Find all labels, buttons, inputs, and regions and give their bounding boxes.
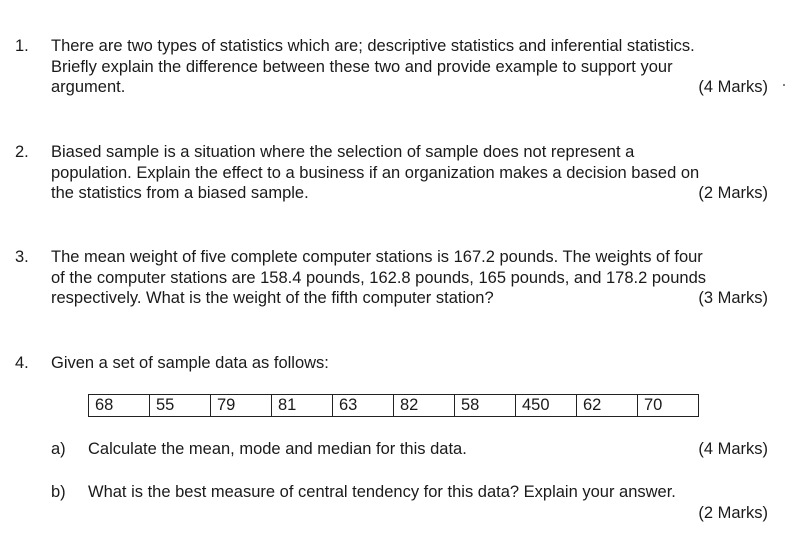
data-cell: 62 bbox=[577, 395, 638, 417]
question-2-number: 2. bbox=[15, 143, 29, 161]
question-2-line-2: population. Explain the effect to a business if an organization makes a decision based on bbox=[51, 163, 700, 182]
question-3-number: 3. bbox=[15, 248, 29, 266]
sub-question-a-text-row bbox=[88, 439, 768, 460]
data-cell: 70 bbox=[638, 395, 699, 417]
question-1-line-3: argument. bbox=[51, 78, 126, 96]
question-2-text bbox=[51, 142, 768, 204]
data-cell: 82 bbox=[394, 395, 455, 417]
question-2-line-3: the statistics from a biased sample. bbox=[51, 184, 309, 202]
question-3-line-2: of the computer stations are 158.4 pounds, 162.8 pounds, 165 pounds, and 178.2 pounds bbox=[51, 268, 706, 287]
question-1-number: 1. bbox=[15, 37, 29, 55]
sub-question-b-marks-row bbox=[88, 503, 768, 524]
question-1-line-1: There are two types of statistics which are; descriptive statistics and inferential statistics. bbox=[51, 37, 695, 55]
data-cell: 63 bbox=[333, 395, 394, 417]
question-3-line-1: The mean weight of five complete computer stations is 167.2 pounds. The weights of four bbox=[51, 248, 703, 266]
question-3-last-line bbox=[51, 288, 768, 309]
question-2-marks: (2 Marks) bbox=[698, 184, 768, 202]
question-1-last-line bbox=[51, 77, 768, 98]
sub-question-a-letter: a) bbox=[51, 440, 66, 458]
question-3-line-3: respectively. What is the weight of the fifth computer station? bbox=[51, 289, 494, 307]
data-cell: 79 bbox=[211, 395, 272, 417]
sub-question-a-text: Calculate the mean, mode and median for this data. bbox=[88, 440, 467, 458]
question-1-line-2: Briefly explain the difference between these two and provide example to support your bbox=[51, 57, 673, 76]
sub-question-a-line bbox=[88, 439, 768, 460]
question-4-text: Given a set of sample data as follows: bbox=[51, 354, 329, 372]
stray-dot bbox=[783, 84, 785, 86]
sub-question-b-body bbox=[88, 482, 768, 523]
question-3-marks: (3 Marks) bbox=[698, 289, 768, 307]
sample-data-row bbox=[89, 395, 699, 417]
question-1-marks: (4 Marks) bbox=[698, 78, 768, 96]
sub-question-a-marks: (4 Marks) bbox=[698, 440, 768, 458]
sub-question-b-marks: (2 Marks) bbox=[698, 503, 768, 522]
question-3-text bbox=[51, 247, 768, 309]
sub-question-b-letter: b) bbox=[51, 483, 66, 501]
question-1-text bbox=[51, 36, 768, 98]
question-2-line-1: Biased sample is a situation where the selection of sample does not represent a bbox=[51, 143, 635, 161]
data-cell: 58 bbox=[455, 395, 516, 417]
question-4-number: 4. bbox=[15, 354, 29, 372]
data-cell: 450 bbox=[516, 395, 577, 417]
sample-data-table bbox=[88, 394, 699, 417]
data-cell: 68 bbox=[89, 395, 150, 417]
data-cell: 55 bbox=[150, 395, 211, 417]
sub-question-b-text: What is the best measure of central tendency for this data? Explain your answer. bbox=[88, 483, 676, 501]
question-2-last-line bbox=[51, 183, 768, 204]
data-cell: 81 bbox=[272, 395, 333, 417]
